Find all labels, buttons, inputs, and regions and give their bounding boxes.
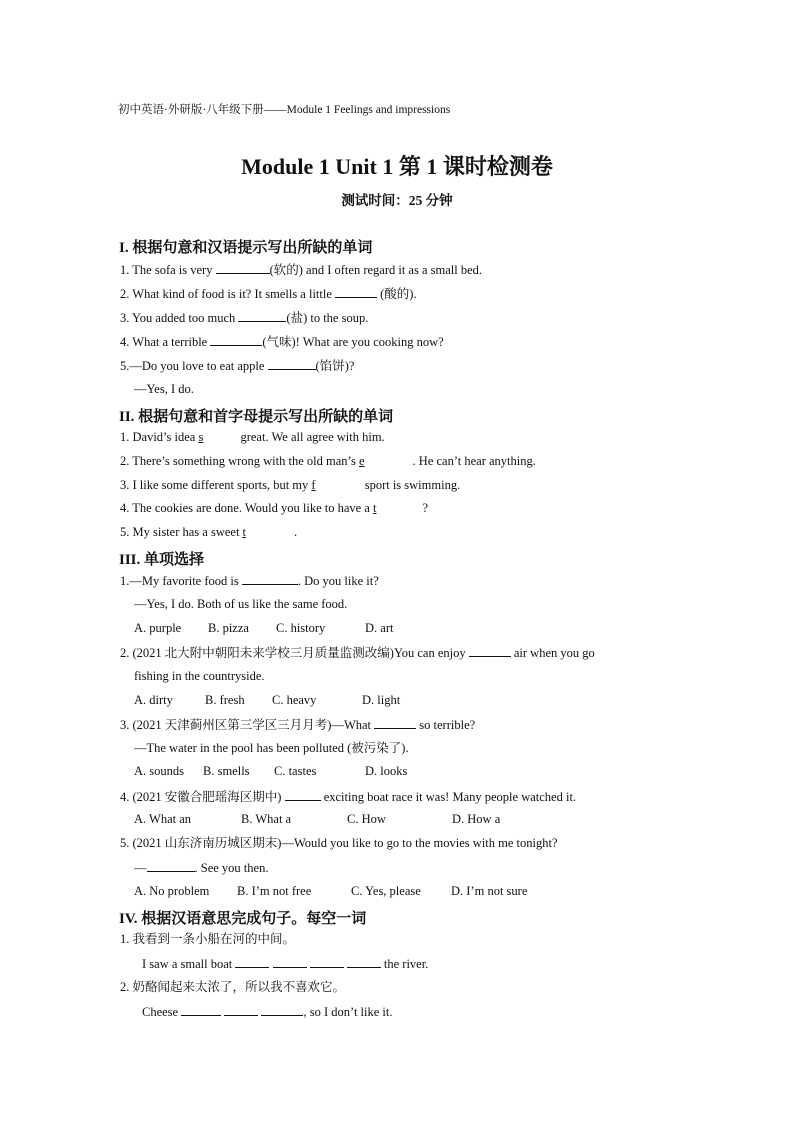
s1-item-2: 2. What kind of food is it? It smells a little (酸的). bbox=[120, 287, 417, 301]
s4-q1-english: I saw a small boat the river. bbox=[142, 957, 429, 971]
s2-item-1: 1. David’s idea s great. We all agree with him. bbox=[120, 430, 385, 444]
s2-item-3: 3. I like some different sports, but my f sport is swimming. bbox=[120, 478, 461, 492]
s3-q5-option-b[interactable]: B. I’m not free bbox=[237, 884, 312, 898]
s1-item-5: 5.—Do you love to eat apple (馅饼)? bbox=[120, 359, 355, 373]
s3-q2-option-c[interactable]: C. heavy bbox=[272, 693, 317, 707]
s1-item-4: 4. What a terrible (气味)! What are you cooking now? bbox=[120, 335, 444, 349]
s3-q3-line2: —The water in the pool has been polluted (被污染了). bbox=[134, 741, 409, 755]
s2-item-2: 2. There’s something wrong with the old man’s e . He can’t hear anything. bbox=[120, 454, 536, 468]
answer-blank[interactable] bbox=[235, 955, 269, 968]
s3-q5: 5. (2021 山东济南历城区期末)—Would you like to go to the movies with me tonight? bbox=[120, 836, 558, 850]
s3-q2-option-d[interactable]: D. light bbox=[362, 693, 401, 707]
s3-q1: 1.—My favorite food is . Do you like it? bbox=[120, 574, 379, 588]
initial-letter-blank[interactable]: t bbox=[242, 525, 247, 539]
s3-q1-option-b[interactable]: B. pizza bbox=[208, 621, 249, 635]
s3-q2-line2: fishing in the countryside. bbox=[134, 669, 265, 683]
s3-q3-option-b[interactable]: B. smells bbox=[203, 764, 250, 778]
initial-letter-blank[interactable]: e bbox=[358, 454, 365, 468]
s3-q5-option-c[interactable]: C. Yes, please bbox=[351, 884, 421, 898]
s3-q3-option-a[interactable]: A. sounds bbox=[134, 764, 185, 778]
answer-blank[interactable] bbox=[238, 309, 286, 322]
s3-q4-option-d[interactable]: D. How a bbox=[452, 812, 501, 826]
s3-q1-option-d[interactable]: D. art bbox=[365, 621, 394, 635]
s3-q2: 2. (2021 北大附中朝阳未来学校三月质量监测改编)You can enjoy air when you go bbox=[120, 646, 595, 660]
section-3-heading: III. 单项选择 bbox=[119, 552, 205, 568]
s3-q1-option-c[interactable]: C. history bbox=[276, 621, 326, 635]
answer-blank[interactable] bbox=[273, 955, 307, 968]
test-duration: 测试时间：25 分钟 bbox=[341, 193, 453, 208]
answer-blank[interactable] bbox=[216, 261, 270, 274]
answer-blank[interactable] bbox=[147, 859, 195, 872]
answer-blank[interactable] bbox=[347, 955, 381, 968]
s3-q2-option-a[interactable]: A. dirty bbox=[134, 693, 173, 707]
s3-q5-option-d[interactable]: D. I’m not sure bbox=[451, 884, 528, 898]
answer-blank[interactable] bbox=[268, 357, 316, 370]
s3-q2-option-b[interactable]: B. fresh bbox=[205, 693, 245, 707]
initial-letter-blank[interactable]: s bbox=[198, 430, 204, 444]
section-1-heading: I. 根据句意和汉语提示写出所缺的单词 bbox=[119, 240, 373, 256]
s3-q4-option-c[interactable]: C. How bbox=[347, 812, 386, 826]
s3-q5-line2: — . See you then. bbox=[134, 861, 269, 875]
initial-letter-blank[interactable]: f bbox=[311, 478, 316, 492]
s3-q3-option-c[interactable]: C. tastes bbox=[274, 764, 317, 778]
answer-blank[interactable] bbox=[261, 1003, 303, 1016]
answer-blank[interactable] bbox=[181, 1003, 221, 1016]
s1-item-3: 3. You added too much (盐) to the soup. bbox=[120, 311, 369, 325]
s3-q4-option-b[interactable]: B. What a bbox=[241, 812, 292, 826]
s4-q2-chinese: 2. 奶酪闻起来太浓了，所以我不喜欢它。 bbox=[120, 980, 346, 994]
answer-blank[interactable] bbox=[469, 644, 511, 657]
page-header: 初中英语·外研版·八年级下册——Module 1 Feelings and impressions bbox=[118, 104, 451, 116]
s3-q3-option-d[interactable]: D. looks bbox=[365, 764, 408, 778]
s3-q1-option-a[interactable]: A. purple bbox=[134, 621, 182, 635]
answer-blank[interactable] bbox=[285, 788, 321, 801]
s3-q4: 4. (2021 安徽合肥瑶海区期中) exciting boat race it was! Many people watched it. bbox=[120, 790, 577, 804]
answer-blank[interactable] bbox=[310, 955, 344, 968]
s1-item-1: 1. The sofa is very (软的) and I often regard it as a small bed. bbox=[120, 263, 483, 277]
answer-blank[interactable] bbox=[242, 572, 298, 585]
initial-letter-blank[interactable]: t bbox=[372, 501, 377, 515]
section-4-heading: IV. 根据汉语意思完成句子。每空一词 bbox=[119, 911, 367, 927]
s3-q3: 3. (2021 天津蓟州区第三学区三月月考)—What so terrible? bbox=[120, 718, 476, 732]
s4-q2-english: Cheese , so I don’t like it. bbox=[142, 1005, 393, 1019]
s1-item-5-reply: —Yes, I do. bbox=[134, 382, 194, 396]
s3-q1-line2: —Yes, I do. Both of us like the same food. bbox=[134, 597, 348, 611]
section-2-heading: II. 根据句意和首字母提示写出所缺的单词 bbox=[119, 409, 394, 425]
page-title: Module 1 Unit 1 第 1 课时检测卷 bbox=[241, 154, 553, 179]
answer-blank[interactable] bbox=[335, 285, 377, 298]
s3-q4-option-a[interactable]: A. What an bbox=[134, 812, 192, 826]
s3-q5-option-a[interactable]: A. No problem bbox=[134, 884, 210, 898]
answer-blank[interactable] bbox=[224, 1003, 258, 1016]
s2-item-4: 4. The cookies are done. Would you like to have a t ? bbox=[120, 501, 429, 515]
s4-q1-chinese: 1. 我看到一条小船在河的中间。 bbox=[120, 932, 296, 946]
s2-item-5: 5. My sister has a sweet t . bbox=[120, 525, 298, 539]
answer-blank[interactable] bbox=[374, 716, 416, 729]
answer-blank[interactable] bbox=[210, 333, 262, 346]
